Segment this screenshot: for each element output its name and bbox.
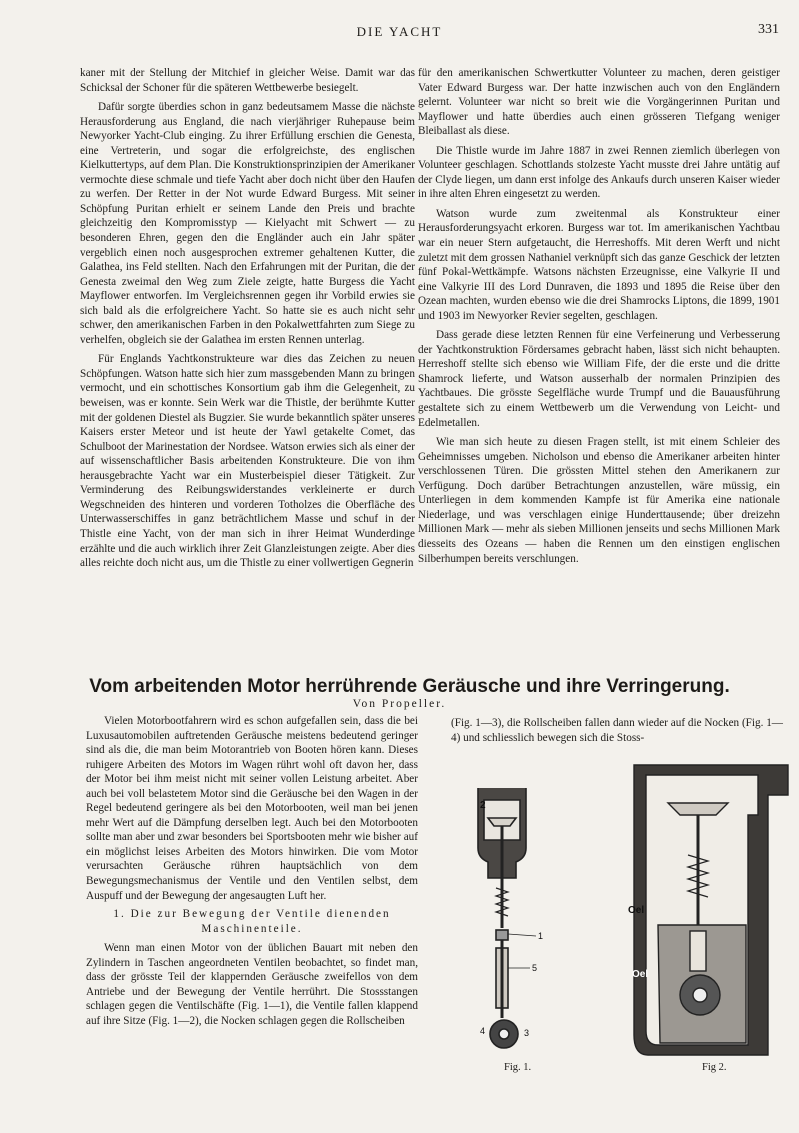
figure-1-label: 5 (532, 963, 538, 973)
figure-1-caption: Fig. 1. (504, 1062, 532, 1073)
article-title: Vom arbeitenden Motor herrührende Geräusche und ihre Verringerung. (89, 676, 730, 697)
article-right-column (451, 716, 783, 745)
upper-right-column (418, 66, 780, 566)
paragraph: Watson wurde zum zweitenmal als Konstrukteur einer Herausforderungsyacht erkoren. Burgess war tot. Im amerikanischen Yachtbau war ein neuer Stern aufgetaucht, die Herreshoffs. Mit deren Werft und nicht zuletzt mit dem grossen Nathaniel verknüpft sich das ganze Geschick der letzten fünf Pokal-Wettkämpfe. Watsons nächsten Erzeugnisse, eine Valkyrie II und eine Valkyrie III des Lord Dunraven, die 1893 und 1895 die Reise über den Ozean machten, wurden ebenso wie die drei Shamrocks Liptons, die 1899, 1901 und 1903 im Newyorker Revier segelten, geschlagen. (418, 207, 780, 322)
paragraph: Wie man sich heute zu diesen Fragen stellt, ist mit einem Schleier des Geheimnisses umgeben. Nicholson und ebenso die Amerikaner arbeiten hinter verschlossenen Türen. Die grössten Mittel stehen den Amerikanern zur Verfügung. Doch darüber Betrachtungen anzustellen, wäre müssig, ein Unterliegen in dem kommenden Kampfe ist für Amerika eine nationale Niederlage, und was verschlagen einige Hunderttausende; über dreizehn Millionen Mark — mehr als sieben Millionen jenseits und sechs Millionen Mark diesseits des Ozeans — haben die Rennen um den einstigen englischen Silberhumpen bereits verschlungen. (418, 436, 780, 565)
paragraph: Für Englands Yachtkonstrukteure war dies das Zeichen zu neuen Schöpfungen. Watson hatte sich hier zum massgebenden Mann zu bringen vermocht, und ein schottisches Konsortium gab ihm die Gelegenheit, zu beweisen, was er konnte. Sein Werk war die Thistle, der berühmte Kutter mit der goldenen Diestel als Bugzier. Sie wurde bekanntlich später unseres Kaisers erster Meteor und ist heute der Yawl getakelte Comet, das Schulboot der Marinestation der Nordsee. Watson erwies sich als einer der auf wissenschaftlicher Basis arbeitenden Konstrukteure. Die von ihm herausgebrachte Yacht war ein Musterbeispiel dieser Tätigkeit. Zur Verminderung des Reibungswiderstandes verkleinerte er durch Wegschneiden des hinteren und vorderen Totholzes die Oberfläche des Unterwasserschiffes in ganz beträchtlichem Masse und schuf in der Thistle eine Yacht, von der man sich in ihrer Heimat Wunderdinge erzählte und die auch wirklich ihrer Zeit Glanzleistungen zeigte. Aber dies alles reichte doch nicht aus, um die Thistle zu einer vollwertigen Gegnerin (80, 353, 415, 570)
upper-left-column (80, 66, 415, 571)
paragraph: Dafür sorgte überdies schon in ganz bedeutsamem Masse die nächste Herausforderung aus England, die nach vierjähriger Ruhepause beim Newyorker Yacht-Club einging. Zu ihrer Erfüllung erschien die Genesta, eine Vertreterin, und sogar die erfolgreichste, des englischen Kielkuttertyps, auf dem Plan. Die Konstruktionsprinzipien der Amerikaner vermochte diese schmale und tiefe Yacht aber doch nicht über den Haufen zu werfen. Der Retter in der Not wurde Edward Burgess. Mit seiner Schöpfung Puritan erhielt er seinem Lande den Preis und brachte gleichzeitig den Kompromisstyp — Kielyacht mit Schwert — zu besonderen Ehren, gegen den die Engländer auch ein Jahr später vergeblich einen noch ausgesprochen extremer gehaltenen Kutter, die Galathea, ins Feld stellten. Nach den Erfahrungen mit der Puritan, die der Genesta zweimal den Weg zum Ziele zeigte, hatte Burgess die Yacht Mayflower entworfen. Im Vergleichsrennen gegen ihr Vorbild erwies sie sich bald als die erfolgreichere Yacht. So hatte sie es auch nicht sehr schwer, den amerikanischen Farben in den Pokalwettfahrten zum Siege zu verhelfen, obgleich sie der Galathea im ersten Rennen unterlag. (80, 101, 415, 346)
figure-2-label-oel: Oel (628, 905, 645, 916)
figure-1-label: 2 (480, 800, 486, 811)
figure-1-valve-drawing (474, 778, 584, 1078)
figure-2-label-oel: Oel (632, 969, 649, 980)
figure-1-label: 3 (524, 1028, 530, 1038)
paragraph: Vielen Motorbootfahrern wird es schon aufgefallen sein, dass die bei Luxusautomobilen auftretenden Geräusche meistens bedeutend geringer sind als die, die man beim Motorantrieb von Booten hören kann. Dieses ruhigere Arbeiten des Motors im Wagen rührt wohl oft davon her, dass der Motor bei ihm meist nicht mit seiner vollen Leistung arbeitet. Aber auch bei voll belastetem Motor sind die Geräusche bei den Wagen in der Regel bedeutend geringere als bei den Motorbooten, weil man bei jenen mehr Wert auf die Dämpfung derselben legt. Auch bei den Motorbooten sollte man aber und zwar besonders bei Sportsbooten mehr wie bisher auf ein möglichst leises Arbeiten des Motors hinwirken. Die vom Motor verursachten Geräusche rühren hauptsächlich von dem Bewegungsmechanismus der Ventile und den Ventilen selbst, dem Auspuff und der Bewegung der angesaugten Luft her. (86, 715, 418, 902)
page-header (0, 22, 799, 46)
page-number: 331 (758, 22, 779, 37)
paragraph: (Fig. 1—3), die Rollscheiben fallen dann wieder auf die Nocken (Fig. 1—4) und schliesslich bewegen sich die Stoss- (451, 717, 783, 744)
paragraph: Wenn man einen Motor von der üblichen Bauart mit neben den Zylindern in Taschen angeordneten Ventilen beobachtet, so findet man, dass der grösste Teil der klappernden Geräusche zweifellos von dem Antriebe und der Bewegung der Ventile herrührt. Die Stossstangen schlagen gegen die Ventilschäfte (Fig. 1—1), die Ventile fallen klappend auf ihre Sitze (Fig. 1—2), die Nocken schlagen gegen die Rollscheiben (86, 942, 418, 1027)
figure-1-label: 1 (538, 931, 544, 941)
paragraph: Dass gerade diese letzten Rennen für eine Verfeinerung und Verbesserung der Yachtkonstruktion Fördersames gebracht haben, lässt sich nicht behaupten. Herreshoff stellte sich ebenso wie William Fife, der die erste und die dritte Shamrock lieferte, und Watson ausserhalb der normalen Prinzipien des Yachtbaues. Die grösste Segelfläche wurde Trumpf und die Bauausführung gestaltete sich zu einem Wettbewerb um die Verwendung von Leicht- und Edelmetallen. (418, 329, 780, 429)
paragraph: Die Thistle wurde im Jahre 1887 in zwei Rennen ziemlich überlegen von Volunteer geschlagen. Schottlands stolzeste Yacht musste drei Jahre untätig auf der Clyde liegen, um dann erst infolge des Ankaufs durch unseren Kaiser wieder in ihre alten Ehren eingesetzt zu werden. (418, 144, 780, 201)
paragraph: für den amerikanischen Schwertkutter Volunteer zu machen, deren geistiger Vater Edward Burgess war. Der hatte inzwischen auch von den Engländern gelernt. Volunteer war nicht so breit wie die Vorgängerinnen Puritan und Mayflower und hatte überdies auch einen grösseren Tiefgang weniger Bleiballast als diese. (418, 67, 780, 138)
paragraph: kaner mit der Stellung der Mitchief in gleicher Weise. Damit war das Schicksal der Schoner für die späteren Wettbewerbe besiegelt. (80, 67, 415, 94)
article-byline: Von Propeller. (352, 698, 447, 710)
figure-1-label: 4 (480, 1026, 486, 1036)
section-heading: 1. Die zur Bewegung der Ventile dienenden Maschinenteile. (113, 908, 391, 935)
journal-title: DIE YACHT (356, 24, 443, 39)
figure-2-caption: Fig 2. (702, 1062, 727, 1073)
article-left-column (86, 714, 418, 1028)
figure-2-mechanism-drawing (628, 755, 793, 1080)
